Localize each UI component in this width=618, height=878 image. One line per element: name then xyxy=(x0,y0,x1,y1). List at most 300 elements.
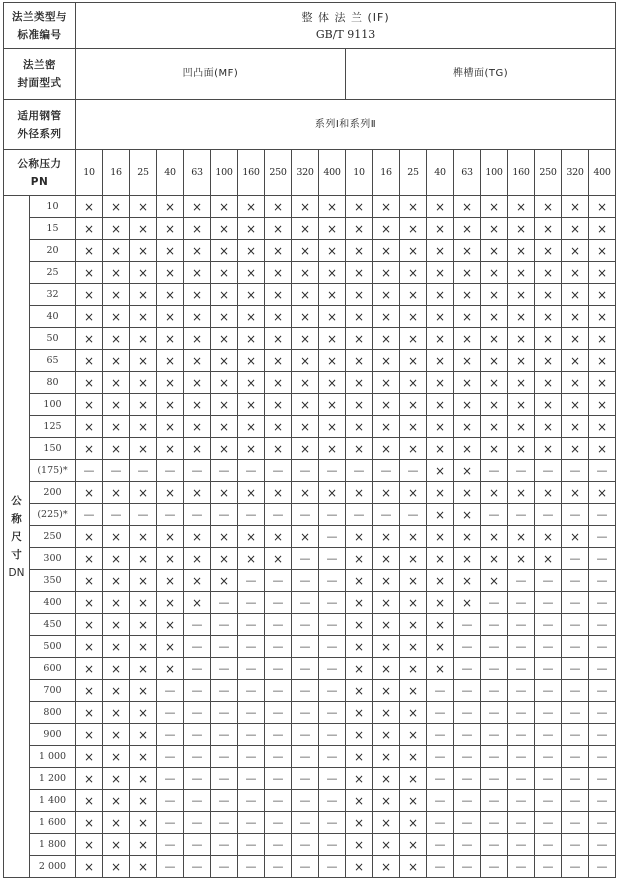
applicable-mark: × xyxy=(130,350,157,372)
applicable-mark: × xyxy=(76,636,103,658)
applicable-mark: × xyxy=(157,570,184,592)
not-applicable-mark: — xyxy=(481,680,508,702)
applicable-mark: × xyxy=(427,570,454,592)
not-applicable-mark: — xyxy=(427,812,454,834)
pn-value-cell: 400 xyxy=(589,150,616,196)
applicable-mark: × xyxy=(157,328,184,350)
applicable-mark: × xyxy=(346,702,373,724)
applicable-mark: × xyxy=(346,614,373,636)
applicable-mark: × xyxy=(76,592,103,614)
not-applicable-mark: — xyxy=(562,614,589,636)
dn-value-cell: 250 xyxy=(30,526,76,548)
applicable-mark: × xyxy=(535,350,562,372)
not-applicable-mark: — xyxy=(481,768,508,790)
not-applicable-mark: — xyxy=(589,856,616,878)
applicable-mark: × xyxy=(130,834,157,856)
applicable-mark: × xyxy=(535,218,562,240)
applicable-mark: × xyxy=(400,592,427,614)
not-applicable-mark: — xyxy=(481,790,508,812)
applicable-mark: × xyxy=(481,394,508,416)
applicable-mark: × xyxy=(157,394,184,416)
not-applicable-mark: — xyxy=(589,812,616,834)
not-applicable-mark: — xyxy=(211,658,238,680)
applicable-mark: × xyxy=(103,812,130,834)
not-applicable-mark: — xyxy=(238,790,265,812)
applicable-mark: × xyxy=(265,526,292,548)
dn-value-cell: 50 xyxy=(30,328,76,350)
applicable-mark: × xyxy=(454,306,481,328)
table-row xyxy=(4,724,616,746)
applicable-mark: × xyxy=(238,416,265,438)
pipe-series-cell: 系列Ⅰ和系列Ⅱ xyxy=(76,100,616,150)
applicable-mark: × xyxy=(373,262,400,284)
applicable-mark: × xyxy=(130,372,157,394)
applicable-mark: × xyxy=(76,570,103,592)
applicable-mark: × xyxy=(76,724,103,746)
not-applicable-mark: — xyxy=(454,636,481,658)
applicable-mark: × xyxy=(373,548,400,570)
not-applicable-mark: — xyxy=(238,834,265,856)
not-applicable-mark: — xyxy=(238,812,265,834)
pipe-label-line2: 外径系列 xyxy=(17,127,62,140)
applicable-mark: × xyxy=(562,240,589,262)
applicable-mark: × xyxy=(103,636,130,658)
applicable-mark: × xyxy=(130,218,157,240)
table-row xyxy=(4,240,616,262)
not-applicable-mark: — xyxy=(508,680,535,702)
applicable-mark: × xyxy=(373,328,400,350)
not-applicable-mark: — xyxy=(184,702,211,724)
applicable-mark: × xyxy=(589,482,616,504)
applicable-mark: × xyxy=(76,416,103,438)
applicable-mark: × xyxy=(346,658,373,680)
applicable-mark: × xyxy=(76,658,103,680)
pn-value-cell: 400 xyxy=(319,150,346,196)
applicable-mark: × xyxy=(373,240,400,262)
applicable-mark: × xyxy=(130,658,157,680)
not-applicable-mark: — xyxy=(265,592,292,614)
not-applicable-mark: — xyxy=(184,504,211,526)
applicable-mark: × xyxy=(130,416,157,438)
table-row xyxy=(4,218,616,240)
dn-value-cell: 80 xyxy=(30,372,76,394)
not-applicable-mark: — xyxy=(454,658,481,680)
flange-type-row xyxy=(4,3,616,49)
applicable-mark: × xyxy=(427,262,454,284)
pn-value-cell: 100 xyxy=(481,150,508,196)
applicable-mark: × xyxy=(211,240,238,262)
applicable-mark: × xyxy=(346,548,373,570)
applicable-mark: × xyxy=(562,328,589,350)
applicable-mark: × xyxy=(346,306,373,328)
not-applicable-mark: — xyxy=(184,658,211,680)
not-applicable-mark: — xyxy=(589,724,616,746)
applicable-mark: × xyxy=(589,328,616,350)
not-applicable-mark: — xyxy=(238,504,265,526)
applicable-mark: × xyxy=(184,570,211,592)
applicable-mark: × xyxy=(76,372,103,394)
not-applicable-mark: — xyxy=(238,592,265,614)
not-applicable-mark: — xyxy=(508,790,535,812)
applicable-mark: × xyxy=(427,350,454,372)
pn-value-cell: 250 xyxy=(535,150,562,196)
not-applicable-mark: — xyxy=(184,856,211,878)
not-applicable-mark: — xyxy=(184,636,211,658)
pn-value-cell: 320 xyxy=(292,150,319,196)
not-applicable-mark: — xyxy=(535,768,562,790)
applicable-mark: × xyxy=(535,284,562,306)
not-applicable-mark: — xyxy=(157,702,184,724)
applicable-mark: × xyxy=(481,438,508,460)
applicable-mark: × xyxy=(427,592,454,614)
applicable-mark: × xyxy=(184,526,211,548)
applicable-mark: × xyxy=(346,482,373,504)
flange-type-label-cell xyxy=(4,3,76,49)
applicable-mark: × xyxy=(319,218,346,240)
table-row xyxy=(4,416,616,438)
applicable-mark: × xyxy=(427,372,454,394)
applicable-mark: × xyxy=(400,196,427,218)
not-applicable-mark: — xyxy=(427,724,454,746)
not-applicable-mark: — xyxy=(292,746,319,768)
sealing-mf-cell: 凹凸面(MF) xyxy=(76,49,346,100)
applicable-mark: × xyxy=(400,768,427,790)
applicable-mark: × xyxy=(346,636,373,658)
applicable-mark: × xyxy=(265,306,292,328)
not-applicable-mark: — xyxy=(373,460,400,482)
dn-value-cell: 300 xyxy=(30,548,76,570)
applicable-mark: × xyxy=(427,394,454,416)
pipe-label-line1: 适用钢管 xyxy=(17,109,62,122)
applicable-mark: × xyxy=(481,570,508,592)
applicable-mark: × xyxy=(562,438,589,460)
applicable-mark: × xyxy=(400,636,427,658)
not-applicable-mark: — xyxy=(184,834,211,856)
applicable-mark: × xyxy=(292,416,319,438)
applicable-mark: × xyxy=(265,218,292,240)
applicable-mark: × xyxy=(211,218,238,240)
applicable-mark: × xyxy=(508,328,535,350)
not-applicable-mark: — xyxy=(157,460,184,482)
applicable-mark: × xyxy=(508,218,535,240)
applicable-mark: × xyxy=(508,284,535,306)
applicable-mark: × xyxy=(454,240,481,262)
applicable-mark: × xyxy=(400,724,427,746)
applicable-mark: × xyxy=(157,636,184,658)
applicable-mark: × xyxy=(265,196,292,218)
applicable-mark: × xyxy=(103,526,130,548)
not-applicable-mark: — xyxy=(589,680,616,702)
applicable-mark: × xyxy=(427,504,454,526)
applicable-mark: × xyxy=(157,372,184,394)
applicable-mark: × xyxy=(130,614,157,636)
applicable-mark: × xyxy=(319,350,346,372)
applicable-mark: × xyxy=(157,592,184,614)
applicable-mark: × xyxy=(184,416,211,438)
applicable-mark: × xyxy=(265,328,292,350)
applicable-mark: × xyxy=(535,372,562,394)
applicable-mark: × xyxy=(76,548,103,570)
applicable-mark: × xyxy=(508,262,535,284)
applicable-mark: × xyxy=(103,614,130,636)
applicable-mark: × xyxy=(346,526,373,548)
not-applicable-mark: — xyxy=(589,790,616,812)
applicable-mark: × xyxy=(184,372,211,394)
table-body xyxy=(4,3,616,878)
table-row xyxy=(4,812,616,834)
not-applicable-mark: — xyxy=(508,570,535,592)
applicable-mark: × xyxy=(76,482,103,504)
not-applicable-mark: — xyxy=(238,636,265,658)
not-applicable-mark: — xyxy=(508,768,535,790)
table-row xyxy=(4,394,616,416)
flange-type-label-line2: 标准编号 xyxy=(17,28,62,41)
table-row xyxy=(4,636,616,658)
not-applicable-mark: — xyxy=(211,680,238,702)
applicable-mark: × xyxy=(373,746,400,768)
applicable-mark: × xyxy=(373,702,400,724)
applicable-mark: × xyxy=(265,482,292,504)
applicable-mark: × xyxy=(400,328,427,350)
applicable-mark: × xyxy=(427,306,454,328)
applicable-mark: × xyxy=(481,350,508,372)
table-row xyxy=(4,570,616,592)
applicable-mark: × xyxy=(184,548,211,570)
dn-value-cell: 20 xyxy=(30,240,76,262)
not-applicable-mark: — xyxy=(508,504,535,526)
not-applicable-mark: — xyxy=(184,746,211,768)
not-applicable-mark: — xyxy=(211,834,238,856)
applicable-mark: × xyxy=(454,482,481,504)
not-applicable-mark: — xyxy=(238,614,265,636)
table-row xyxy=(4,372,616,394)
applicable-mark: × xyxy=(535,482,562,504)
applicable-mark: × xyxy=(454,328,481,350)
applicable-mark: × xyxy=(589,350,616,372)
applicable-mark: × xyxy=(103,570,130,592)
applicable-mark: × xyxy=(265,262,292,284)
not-applicable-mark: — xyxy=(562,504,589,526)
not-applicable-mark: — xyxy=(319,504,346,526)
not-applicable-mark: — xyxy=(184,460,211,482)
dn-value-cell: 32 xyxy=(30,284,76,306)
applicable-mark: × xyxy=(103,218,130,240)
not-applicable-mark: — xyxy=(292,856,319,878)
applicable-mark: × xyxy=(400,570,427,592)
applicable-mark: × xyxy=(130,702,157,724)
applicable-mark: × xyxy=(103,196,130,218)
pn-value-cell: 160 xyxy=(238,150,265,196)
not-applicable-mark: — xyxy=(319,614,346,636)
applicable-mark: × xyxy=(346,592,373,614)
not-applicable-mark: — xyxy=(427,746,454,768)
not-applicable-mark: — xyxy=(292,504,319,526)
applicable-mark: × xyxy=(481,196,508,218)
applicable-mark: × xyxy=(292,438,319,460)
applicable-mark: × xyxy=(400,790,427,812)
not-applicable-mark: — xyxy=(238,702,265,724)
not-applicable-mark: — xyxy=(184,614,211,636)
pn-value-cell: 10 xyxy=(346,150,373,196)
applicable-mark: × xyxy=(265,240,292,262)
pn-label-cell xyxy=(4,150,76,196)
not-applicable-mark: — xyxy=(535,702,562,724)
applicable-mark: × xyxy=(292,262,319,284)
applicable-mark: × xyxy=(400,350,427,372)
applicable-mark: × xyxy=(373,218,400,240)
applicable-mark: × xyxy=(103,482,130,504)
not-applicable-mark: — xyxy=(562,812,589,834)
applicable-mark: × xyxy=(373,768,400,790)
applicable-mark: × xyxy=(346,790,373,812)
not-applicable-mark: — xyxy=(238,768,265,790)
not-applicable-mark: — xyxy=(508,746,535,768)
applicable-mark: × xyxy=(454,218,481,240)
applicable-mark: × xyxy=(373,196,400,218)
not-applicable-mark: — xyxy=(508,658,535,680)
applicable-mark: × xyxy=(211,262,238,284)
not-applicable-mark: — xyxy=(562,856,589,878)
applicable-mark: × xyxy=(400,284,427,306)
not-applicable-mark: — xyxy=(292,834,319,856)
applicable-mark: × xyxy=(346,724,373,746)
applicable-mark: × xyxy=(535,394,562,416)
applicable-mark: × xyxy=(130,526,157,548)
table-row xyxy=(4,856,616,878)
applicable-mark: × xyxy=(562,416,589,438)
applicable-mark: × xyxy=(103,328,130,350)
applicable-mark: × xyxy=(130,746,157,768)
applicable-mark: × xyxy=(535,240,562,262)
applicable-mark: × xyxy=(76,262,103,284)
not-applicable-mark: — xyxy=(238,570,265,592)
applicable-mark: × xyxy=(238,548,265,570)
applicable-mark: × xyxy=(508,394,535,416)
not-applicable-mark: — xyxy=(238,746,265,768)
applicable-mark: × xyxy=(157,240,184,262)
not-applicable-mark: — xyxy=(589,636,616,658)
not-applicable-mark: — xyxy=(481,746,508,768)
not-applicable-mark: — xyxy=(427,790,454,812)
table-row xyxy=(4,548,616,570)
applicable-mark: × xyxy=(589,218,616,240)
not-applicable-mark: — xyxy=(481,636,508,658)
applicable-mark: × xyxy=(589,438,616,460)
applicable-mark: × xyxy=(508,306,535,328)
applicable-mark: × xyxy=(481,284,508,306)
applicable-mark: × xyxy=(103,658,130,680)
applicable-mark: × xyxy=(211,328,238,350)
dn-value-cell: 400 xyxy=(30,592,76,614)
dn-value-cell: 10 xyxy=(30,196,76,218)
not-applicable-mark: — xyxy=(292,460,319,482)
not-applicable-mark: — xyxy=(292,702,319,724)
applicable-mark: × xyxy=(238,372,265,394)
applicable-mark: × xyxy=(103,262,130,284)
not-applicable-mark: — xyxy=(211,724,238,746)
applicable-mark: × xyxy=(400,372,427,394)
applicable-mark: × xyxy=(319,416,346,438)
applicable-mark: × xyxy=(427,482,454,504)
applicable-mark: × xyxy=(373,680,400,702)
applicable-mark: × xyxy=(103,724,130,746)
not-applicable-mark: — xyxy=(319,834,346,856)
not-applicable-mark: — xyxy=(508,636,535,658)
not-applicable-mark: — xyxy=(481,460,508,482)
applicable-mark: × xyxy=(400,548,427,570)
not-applicable-mark: — xyxy=(238,658,265,680)
pn-value-cell: 10 xyxy=(76,150,103,196)
not-applicable-mark: — xyxy=(265,790,292,812)
applicable-mark: × xyxy=(319,372,346,394)
not-applicable-mark: — xyxy=(508,460,535,482)
not-applicable-mark: — xyxy=(319,570,346,592)
applicable-mark: × xyxy=(292,526,319,548)
applicable-mark: × xyxy=(400,262,427,284)
not-applicable-mark: — xyxy=(292,680,319,702)
applicable-mark: × xyxy=(103,350,130,372)
not-applicable-mark: — xyxy=(562,746,589,768)
not-applicable-mark: — xyxy=(346,460,373,482)
applicable-mark: × xyxy=(211,284,238,306)
not-applicable-mark: — xyxy=(265,812,292,834)
applicable-mark: × xyxy=(562,526,589,548)
not-applicable-mark: — xyxy=(265,636,292,658)
applicable-mark: × xyxy=(481,548,508,570)
applicable-mark: × xyxy=(454,196,481,218)
applicable-mark: × xyxy=(238,196,265,218)
applicable-mark: × xyxy=(454,526,481,548)
not-applicable-mark: — xyxy=(427,768,454,790)
not-applicable-mark: — xyxy=(103,504,130,526)
applicable-mark: × xyxy=(346,196,373,218)
not-applicable-mark: — xyxy=(319,768,346,790)
not-applicable-mark: — xyxy=(211,636,238,658)
not-applicable-mark: — xyxy=(292,548,319,570)
applicable-mark: × xyxy=(130,592,157,614)
applicable-mark: × xyxy=(508,482,535,504)
applicable-mark: × xyxy=(535,526,562,548)
not-applicable-mark: — xyxy=(373,504,400,526)
not-applicable-mark: — xyxy=(562,636,589,658)
applicable-mark: × xyxy=(265,284,292,306)
not-applicable-mark: — xyxy=(481,504,508,526)
applicable-mark: × xyxy=(76,350,103,372)
not-applicable-mark: — xyxy=(535,746,562,768)
applicable-mark: × xyxy=(427,460,454,482)
pn-value-cell: 25 xyxy=(400,150,427,196)
applicable-mark: × xyxy=(508,350,535,372)
applicable-mark: × xyxy=(211,438,238,460)
not-applicable-mark: — xyxy=(184,724,211,746)
applicable-mark: × xyxy=(130,570,157,592)
applicable-mark: × xyxy=(427,284,454,306)
applicable-mark: × xyxy=(103,834,130,856)
applicable-mark: × xyxy=(400,680,427,702)
table-row xyxy=(4,284,616,306)
not-applicable-mark: — xyxy=(265,504,292,526)
not-applicable-mark: — xyxy=(535,856,562,878)
applicable-mark: × xyxy=(238,438,265,460)
applicable-mark: × xyxy=(535,548,562,570)
not-applicable-mark: — xyxy=(454,746,481,768)
applicable-mark: × xyxy=(238,350,265,372)
not-applicable-mark: — xyxy=(589,526,616,548)
applicable-mark: × xyxy=(292,284,319,306)
applicable-mark: × xyxy=(103,680,130,702)
dn-value-cell: 1 200 xyxy=(30,768,76,790)
not-applicable-mark: — xyxy=(319,856,346,878)
